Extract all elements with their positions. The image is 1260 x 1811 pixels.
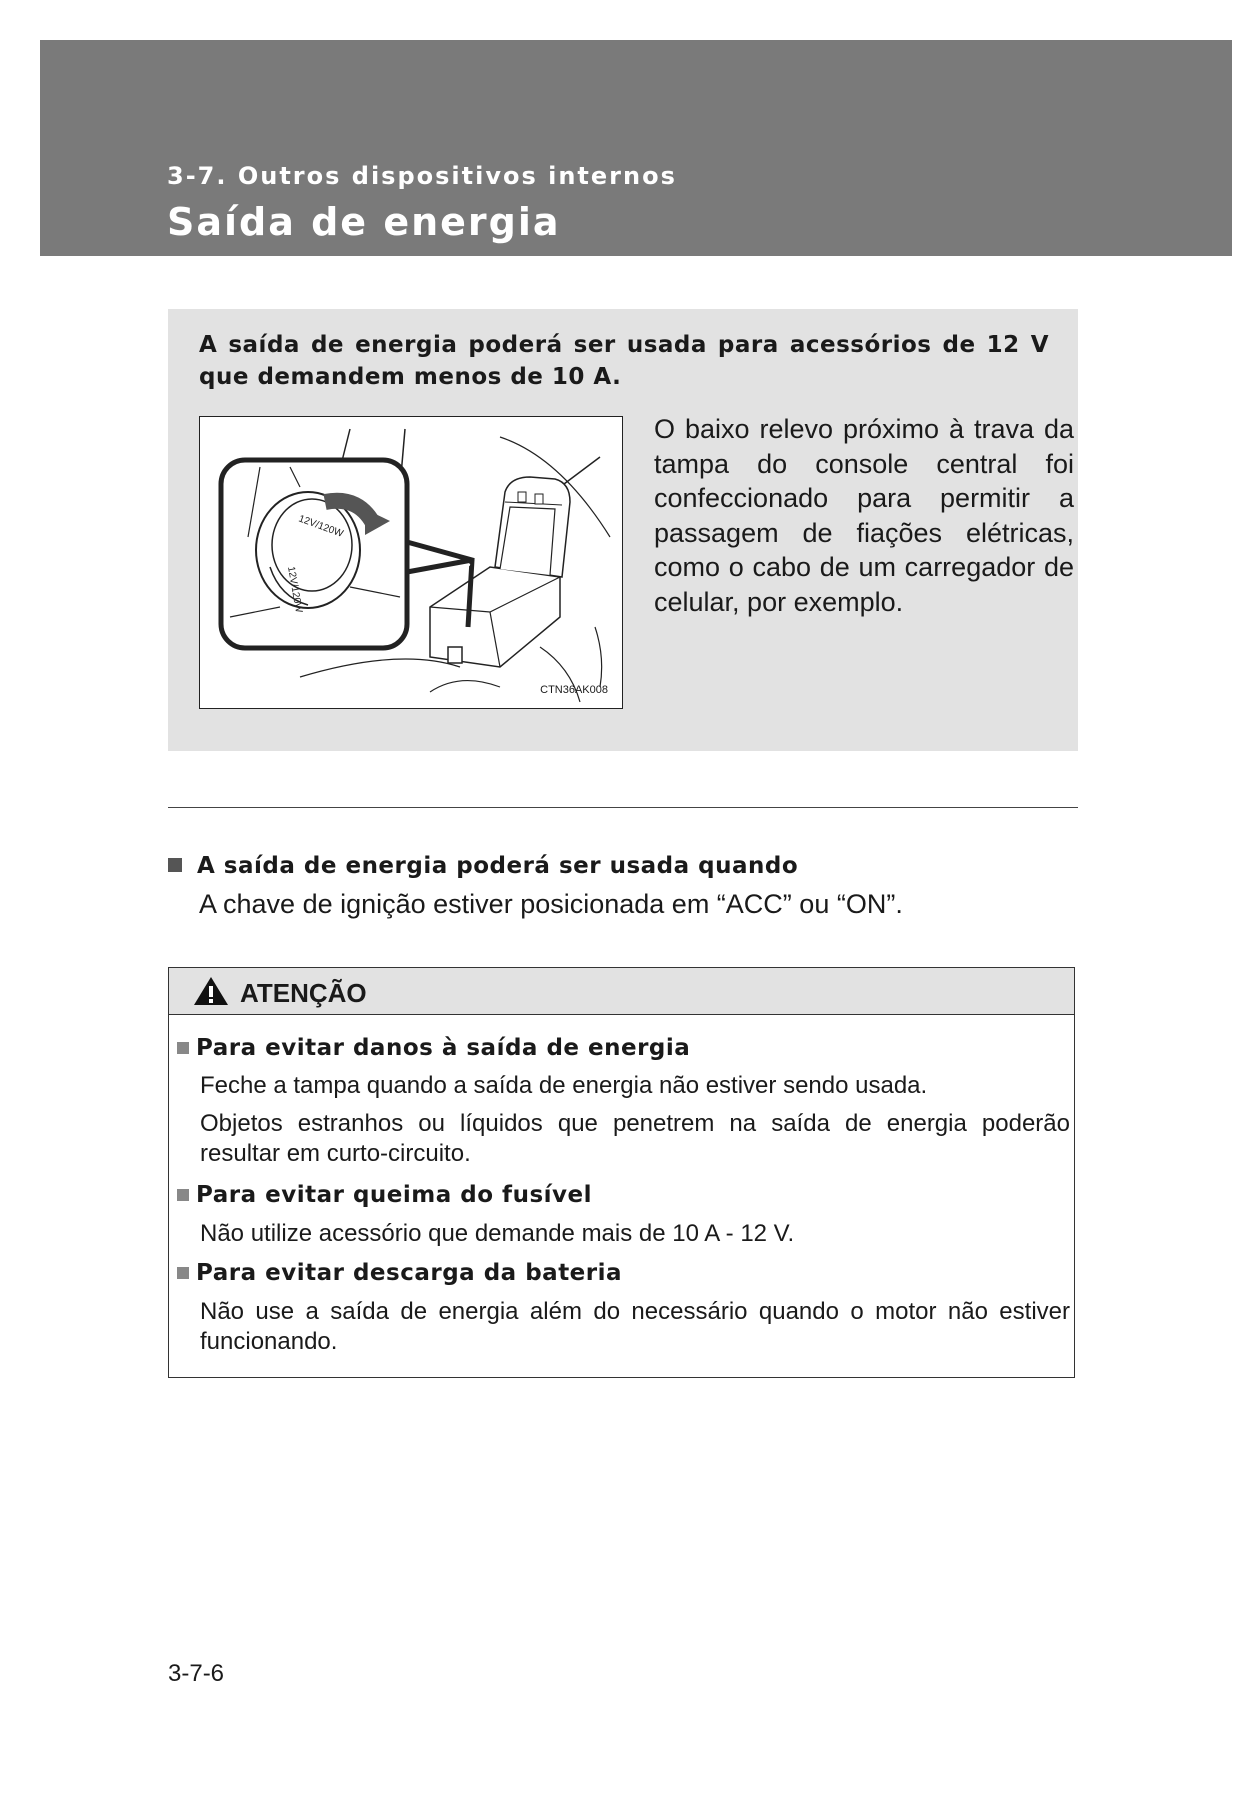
warning-item-title	[177, 1260, 622, 1286]
warning-item-title-text: Para evitar danos à saída de energia	[196, 1035, 691, 1061]
warning-item-text: Feche a tampa quando a saída de energia não estiver sendo usada.	[200, 1072, 928, 1099]
warning-item-text: Não utilize acessório que demande mais de 10 A - 12 V.	[200, 1220, 795, 1247]
power-outlet-illustration	[199, 416, 623, 709]
page-number: 3-7-6	[168, 1660, 225, 1687]
section-title: 3-7. Outros dispositivos internos	[167, 162, 677, 190]
intro-lead: A saída de energia poderá ser usada para acessórios de 12 V que demandem menos de 10 A.	[199, 332, 1049, 390]
warning-item-title	[177, 1035, 690, 1061]
warning-item-text: Não use a saída de energia além do necessário quando o motor não estiver funcionando.	[200, 1298, 1070, 1355]
usage-heading	[168, 853, 798, 879]
warning-item-title-text: Para evitar queima do fusível	[196, 1182, 592, 1208]
warning-header	[169, 968, 1074, 1015]
square-bullet-icon	[177, 1042, 189, 1054]
warning-item-title-text: Para evitar descarga da bateria	[196, 1260, 623, 1286]
usage-title: A saída de energia poderá ser usada quando	[197, 853, 799, 879]
warning-item-title	[177, 1182, 592, 1208]
cap-label-bottom: 12V/120W	[285, 565, 304, 614]
square-bullet-icon	[177, 1267, 189, 1279]
usage-text: A chave de ignição estiver posicionada em “ACC” ou “ON”.	[199, 889, 903, 919]
intro-description: O baixo relevo próximo à trava da tampa do console central foi confeccionado para permitir a passagem de fiações elétricas, como o cabo de um carregador de celular, por exemplo.	[654, 414, 1074, 617]
page-header	[40, 40, 1232, 256]
warning-label: ATENÇÃO	[240, 978, 367, 1008]
figure-code: CTN36AK008	[540, 684, 608, 696]
warning-item-text: Objetos estranhos ou líquidos que penetrem na saída de energia poderão resultar em curto-circuito.	[200, 1110, 1070, 1167]
cap-label-top: 12V/120W	[296, 513, 345, 540]
intro-box	[168, 309, 1078, 751]
square-bullet-icon	[168, 858, 182, 872]
square-bullet-icon	[177, 1189, 189, 1201]
page-title: Saída de energia	[167, 200, 561, 244]
section-divider	[168, 807, 1078, 808]
console-drawing	[200, 417, 622, 708]
warning-box	[168, 967, 1075, 1378]
warning-triangle-icon	[193, 976, 229, 1006]
